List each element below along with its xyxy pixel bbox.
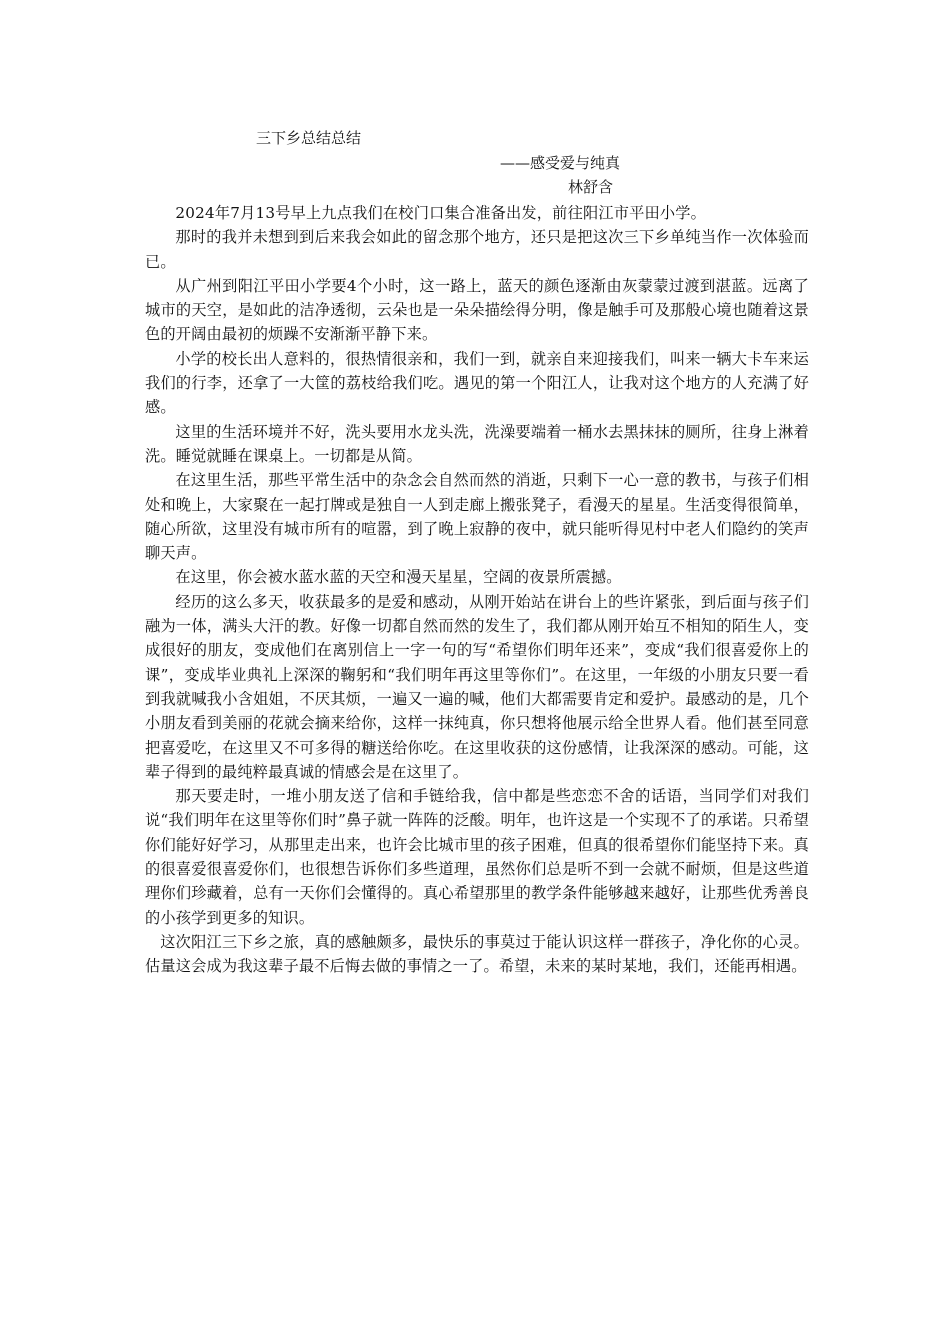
document-subtitle: ——感受爱与纯真 xyxy=(500,154,621,172)
paragraph: 那天要走时，一堆小朋友送了信和手链给我，信中都是些恋恋不舍的话语，当同学们对我们说“我们明年在这里等你们时”鼻子就一阵阵的泛酸。明年，也许这是一个实现不了的承诺。只希望你们能好好学习，从那里走出来，也许会比城市里的孩子困难，但真的很希望你们能坚持下来。真的很喜爱很喜爱你们，也很想告诉你们多些道理，虽然你们总是听不到一会就不耐烦，但是这些道理你们珍藏着，总有一天你们会懂得的。真心希望那里的教学条件能够越来越好，让那些优秀善良的小孩学到更多的知识。 xyxy=(145,787,809,927)
paragraph: 从广州到阳江平田小学要4个小时，这一路上，蓝天的颜色逐渐由灰蒙蒙过渡到湛蓝。远离了城市的天空，是如此的洁净透彻，云朵也是一朵朵描绘得分明，像是触手可及那般心境也随着这景色的开阔由最初的烦躁不安渐渐平静下来。 xyxy=(145,276,809,344)
paragraph: 在这里生活，那些平常生活中的杂念会自然而然的消逝，只剩下一心一意的教书，与孩子们相处和晚上，大家聚在一起打牌或是独自一人到走廊上搬张凳子，看漫天的星星。生活变得很简单，随心所欲，这里没有城市所有的喧嚣，到了晚上寂静的夜中，就只能听得见村中老人们隐约的笑声聊天声。 xyxy=(145,471,809,563)
document-title: 三下乡总结总结 xyxy=(256,129,362,147)
paragraph: 这里的生活环境并不好，洗头要用水龙头洗，洗澡要端着一桶水去黑抹抹的厕所，往身上淋着洗。睡觉就睡在课桌上。一切都是从简。 xyxy=(145,422,809,465)
paragraph: 小学的校长出人意料的，很热情很亲和，我们一到，就亲自来迎接我们，叫来一辆大卡车来运我们的行李，还拿了一大筐的荔枝给我们吃。遇见的第一个阳江人，让我对这个地方的人充满了好感。 xyxy=(145,349,809,417)
paragraph: 经历的这么多天，收获最多的是爱和感动，从刚开始站在讲台上的些许紧张，到后面与孩子们融为一体，满头大汗的教。好像一切都自然而然的发生了，我们都从刚开始互不相知的陌生人，变成很好的朋友，变成他们在离别信上一字一句的写“希望你们明年还来”，变成“我们很喜爱你上的课”，变成毕业典礼上深深的鞠躬和“我们明年再这里等你们”。在这里，一年级的小朋友只要一看到我就喊我小含姐姐，不厌其烦，一遍又一遍的喊，他们大都需要肯定和爱护。最感动的是，几个小朋友看到美丽的花就会摘来给你，这样一抹纯真，你只想将他展示给全世界人看。他们甚至同意把喜爱吃，在这里又不可多得的糖送给你吃。在这里收获的这份感情，让我深深的感动。可能，这辈子得到的最纯粹最真诚的情感会是在这里了。 xyxy=(145,592,809,781)
document-author: 林舒含 xyxy=(568,178,614,196)
paragraph: 在这里，你会被水蓝水蓝的天空和漫天星星，空阔的夜景所震撼。 xyxy=(175,568,622,587)
paragraph: 那时的我并未想到到后来我会如此的留念那个地方，还只是把这次三下乡单纯当作一次体验而已。 xyxy=(145,228,809,271)
paragraph: 这次阳江三下乡之旅，真的感触颇多，最快乐的事莫过于能认识这样一群孩子，净化你的心灵。估量这会成为我这辈子最不后悔去做的事情之一了。希望，未来的某时某地，我们，还能再相遇。 xyxy=(145,932,809,976)
paragraph: 2024年7月13号早上九点我们在校门口集合准备出发，前往阳江市平田小学。 xyxy=(175,204,707,222)
document-body xyxy=(145,201,809,979)
